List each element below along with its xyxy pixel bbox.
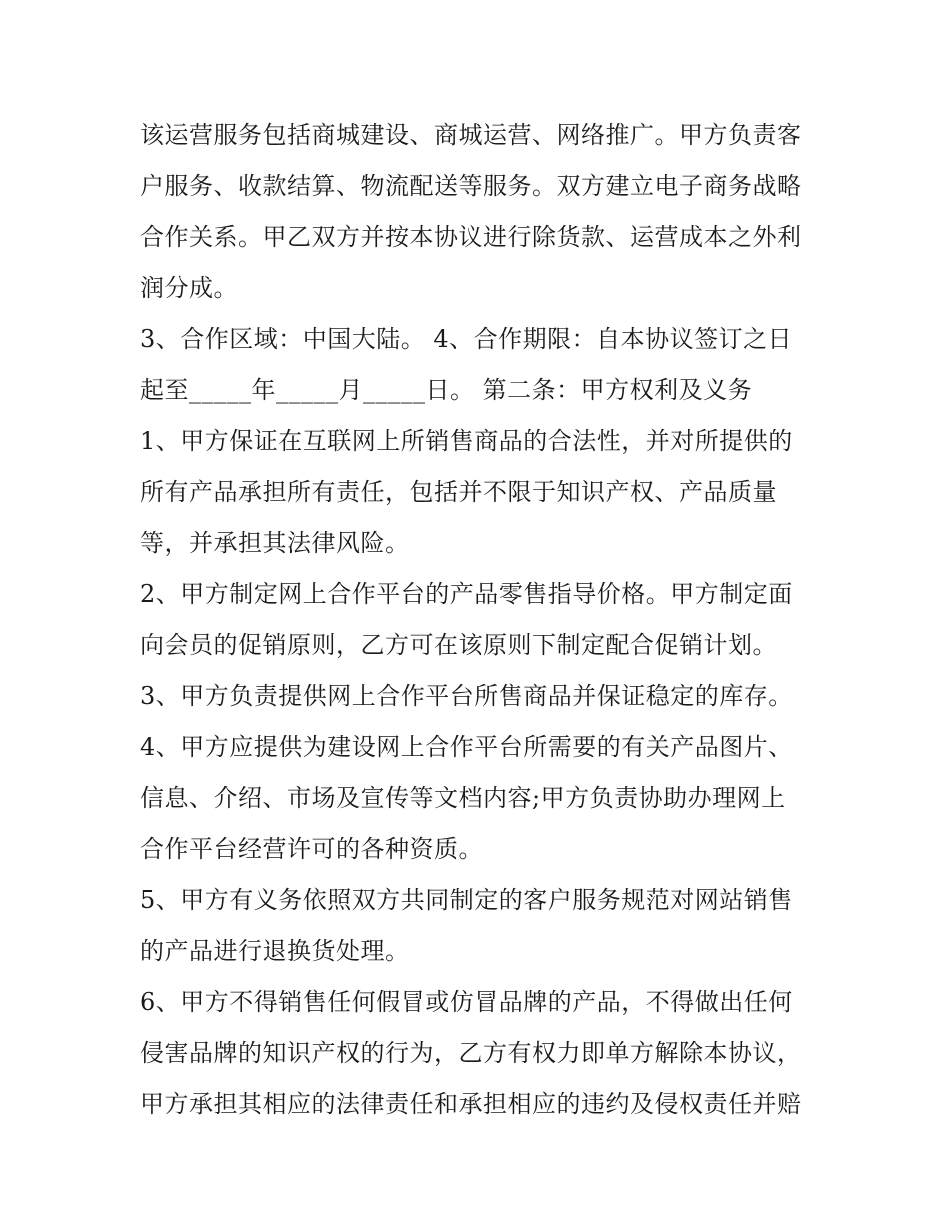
text-line: 6、甲方不得销售任何假冒或仿冒品牌的产品，不得做出任何 xyxy=(140,988,793,1016)
text-line: 4、甲方应提供为建设网上合作平台所需要的有关产品图片、 xyxy=(140,733,793,761)
text-line: 3、合作区域：中国大陆。 4、合作期限：自本协议签订之日 xyxy=(140,325,793,353)
text-line: 所有产品承担所有责任，包括并不限于知识产权、产品质量 xyxy=(140,478,777,506)
text-line: 的产品进行退换货处理。 xyxy=(140,937,410,965)
text-line: 向会员的促销原则，乙方可在该原则下制定配合促销计划。 xyxy=(140,631,777,659)
text-line: 等，并承担其法律风险。 xyxy=(140,529,410,557)
document-page xyxy=(140,110,830,1130)
text-line: 合作关系。甲乙双方并按本协议进行除货款、运营成本之外利 xyxy=(140,223,802,251)
text-line: 起至_____年_____月_____日。 第二条：甲方权利及义务 xyxy=(140,376,753,404)
text-line: 5、甲方有义务依照双方共同制定的客户服务规范对网站销售 xyxy=(140,886,793,914)
text-line: 侵害品牌的知识产权的行为，乙方有权力即单方解除本协议， xyxy=(140,1039,802,1067)
text-line: 2、甲方制定网上合作平台的产品零售指导价格。甲方制定面 xyxy=(140,580,793,608)
text-line: 信息、介绍、市场及宣传等文档内容;甲方负责协助办理网上 xyxy=(140,784,786,812)
text-line: 户服务、收款结算、物流配送等服务。双方建立电子商务战略 xyxy=(140,172,802,200)
text-line: 1、甲方保证在互联网上所销售商品的合法性，并对所提供的 xyxy=(140,427,793,455)
text-line: 该运营服务包括商城建设、商城运营、网络推广。甲方负责客 xyxy=(140,121,802,149)
text-line: 合作平台经营许可的各种资质。 xyxy=(140,835,483,863)
text-line: 3、甲方负责提供网上合作平台所售商品并保证稳定的库存。 xyxy=(140,682,793,710)
text-line: 甲方承担其相应的法律责任和承担相应的违约及侵权责任并赔 xyxy=(140,1090,802,1118)
text-line: 润分成。 xyxy=(140,274,238,302)
